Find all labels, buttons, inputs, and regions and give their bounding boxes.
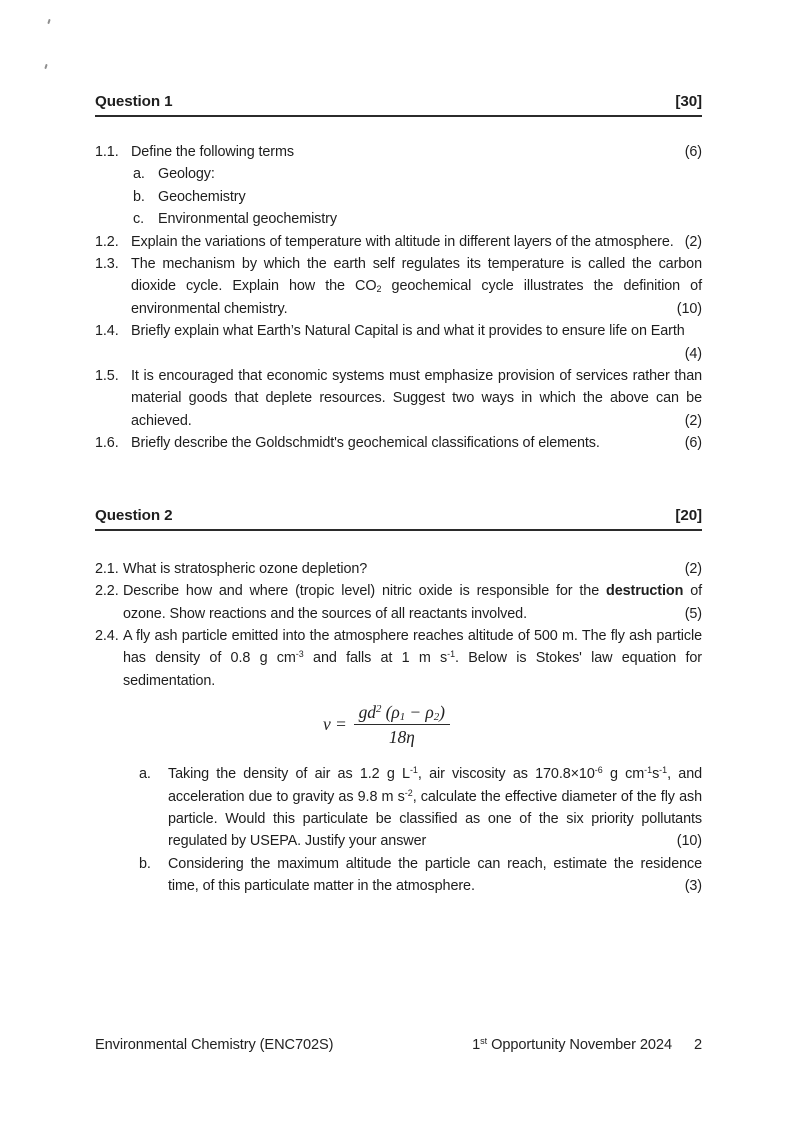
item-text: Define the following terms (6) — [131, 141, 702, 163]
question-2-total-marks: [20] — [675, 506, 702, 524]
item-2-4 — [95, 625, 702, 898]
item-text: What is stratospheric ozone depletion? (2) — [123, 558, 702, 580]
subitem-text: Geochemistry — [158, 188, 246, 205]
subitem-label: b. — [133, 188, 145, 205]
subitem-label: b. — [139, 855, 151, 872]
item-1-1-sublist — [131, 163, 702, 230]
item-number: 1.1. — [95, 144, 119, 160]
item-2-4-sublist — [123, 763, 702, 897]
formula-lhs: ν = — [323, 714, 347, 735]
item-text: Briefly explain what Earth’s Natural Capital is and what it provides to ensure life on Earth (4) — [131, 320, 702, 365]
subitem-label: a. — [133, 166, 145, 183]
question-2-title: Question 2 — [95, 506, 173, 524]
page-content — [95, 93, 702, 898]
formula-denominator: 18η — [388, 727, 415, 748]
item-text: Describe how and where (tropic level) nitric oxide is responsible for the destruction of ozone. Show reactions and the sources of all reactants involved. (5) — [123, 580, 702, 625]
question-1-total-marks: [30] — [675, 93, 702, 110]
marks-badge: (2) — [684, 560, 702, 577]
subitem-label: a. — [139, 766, 151, 783]
footer-right-group — [472, 1037, 702, 1053]
question-2-section — [95, 507, 702, 898]
subitem-b — [139, 853, 702, 898]
item-2-2 — [95, 580, 702, 625]
item-text: The mechanism by which the earth self regulates its temperature is called the carbon dioxide cycle. Explain how the $CO_2$ geochemical cycle illustrates the definition of environmental chemistry. (10) — [131, 253, 702, 320]
formula-numerator: $gd^2$ $(\rho_1 - \rho_2)$ — [354, 702, 450, 725]
item-number: 2.4. — [95, 627, 119, 644]
question-2-header — [95, 507, 702, 531]
item-number: 2.1. — [95, 560, 119, 577]
scan-speck — [47, 19, 50, 24]
page-footer — [95, 1037, 702, 1053]
question-1-header — [95, 93, 702, 117]
stokes-law-formula — [323, 702, 702, 747]
marks-badge: (2) — [684, 233, 702, 250]
marks-badge: (10) — [676, 833, 702, 850]
question-1-body — [95, 141, 702, 455]
subitem-label: c. — [133, 211, 144, 228]
marks-badge: (5) — [684, 605, 702, 622]
item-number: 2.2. — [95, 583, 119, 600]
marks-badge: (2) — [684, 412, 702, 429]
item-text: Briefly describe the Goldschmidt's geochemical classifications of elements. (6) — [131, 432, 702, 454]
subitem-text: Environmental geochemistry — [158, 211, 337, 228]
item-1-3 — [95, 253, 702, 320]
item-text: Explain the variations of temperature with altitude in different layers of the atmosphere. (2) — [131, 231, 702, 253]
subitem-text: Geology: — [158, 166, 215, 183]
marks-badge: (10) — [676, 300, 702, 317]
item-number: 1.3. — [95, 256, 119, 273]
item-number: 1.6. — [95, 435, 119, 452]
page-number: 2 — [693, 1037, 702, 1053]
item-1-6 — [95, 432, 702, 454]
marks-badge: (3) — [684, 878, 702, 895]
subitem-text: Considering the maximum altitude the particle can reach, estimate the residence time, of this particulate matter in the atmosphere. (3) — [168, 853, 702, 898]
question-1-section — [95, 93, 702, 455]
item-1-1 — [95, 141, 702, 231]
item-text: It is encouraged that economic systems must emphasize provision of services rather than material goods that deplete resources. Suggest two ways in which the above can be achieved. (2) — [131, 365, 702, 432]
subitem-a — [131, 163, 702, 185]
item-number: 1.2. — [95, 233, 119, 250]
item-text: A fly ash particle emitted into the atmosphere reaches altitude of 500 m. The fly ash particle has density of 0.8 g $cm^{-3}$ and falls at 1 m $s^{-1}$. Below is Stokes' law equation for sedimentation. — [123, 627, 702, 689]
subitem-a — [139, 763, 702, 853]
footer-exam-session: 1st Opportunity November 2024 — [472, 1036, 672, 1053]
item-1-2 — [95, 231, 702, 253]
subitem-text: Taking the density of air as 1.2 g $L^{-1}$, air viscosity as $170.8\times 10^{-6}$ g $cm^{-1}s^{-1}$, and acceleration due to gravity as 9.8 m $s^{-2}$, calculate the effective diameter of the fly ash particle. Would this particulate be classified as one of the six priority pollutants regulated by USEPA. Justify your answer (10) — [168, 763, 702, 853]
marks-badge: (6) — [684, 144, 702, 160]
marks-badge: (6) — [684, 435, 702, 452]
item-1-4 — [95, 320, 702, 365]
item-1-5 — [95, 365, 702, 432]
formula-fraction — [354, 702, 450, 747]
question-2-body — [95, 558, 702, 898]
item-2-1 — [95, 558, 702, 580]
item-number: 1.5. — [95, 368, 119, 385]
footer-course-code: Environmental Chemistry (ENC702S) — [95, 1037, 334, 1053]
subitem-c — [131, 208, 702, 230]
question-1-title: Question 1 — [95, 93, 173, 110]
item-number: 1.4. — [95, 323, 119, 340]
subitem-b — [131, 186, 702, 208]
marks-badge: (4) — [684, 345, 702, 362]
scan-speck — [44, 64, 47, 69]
